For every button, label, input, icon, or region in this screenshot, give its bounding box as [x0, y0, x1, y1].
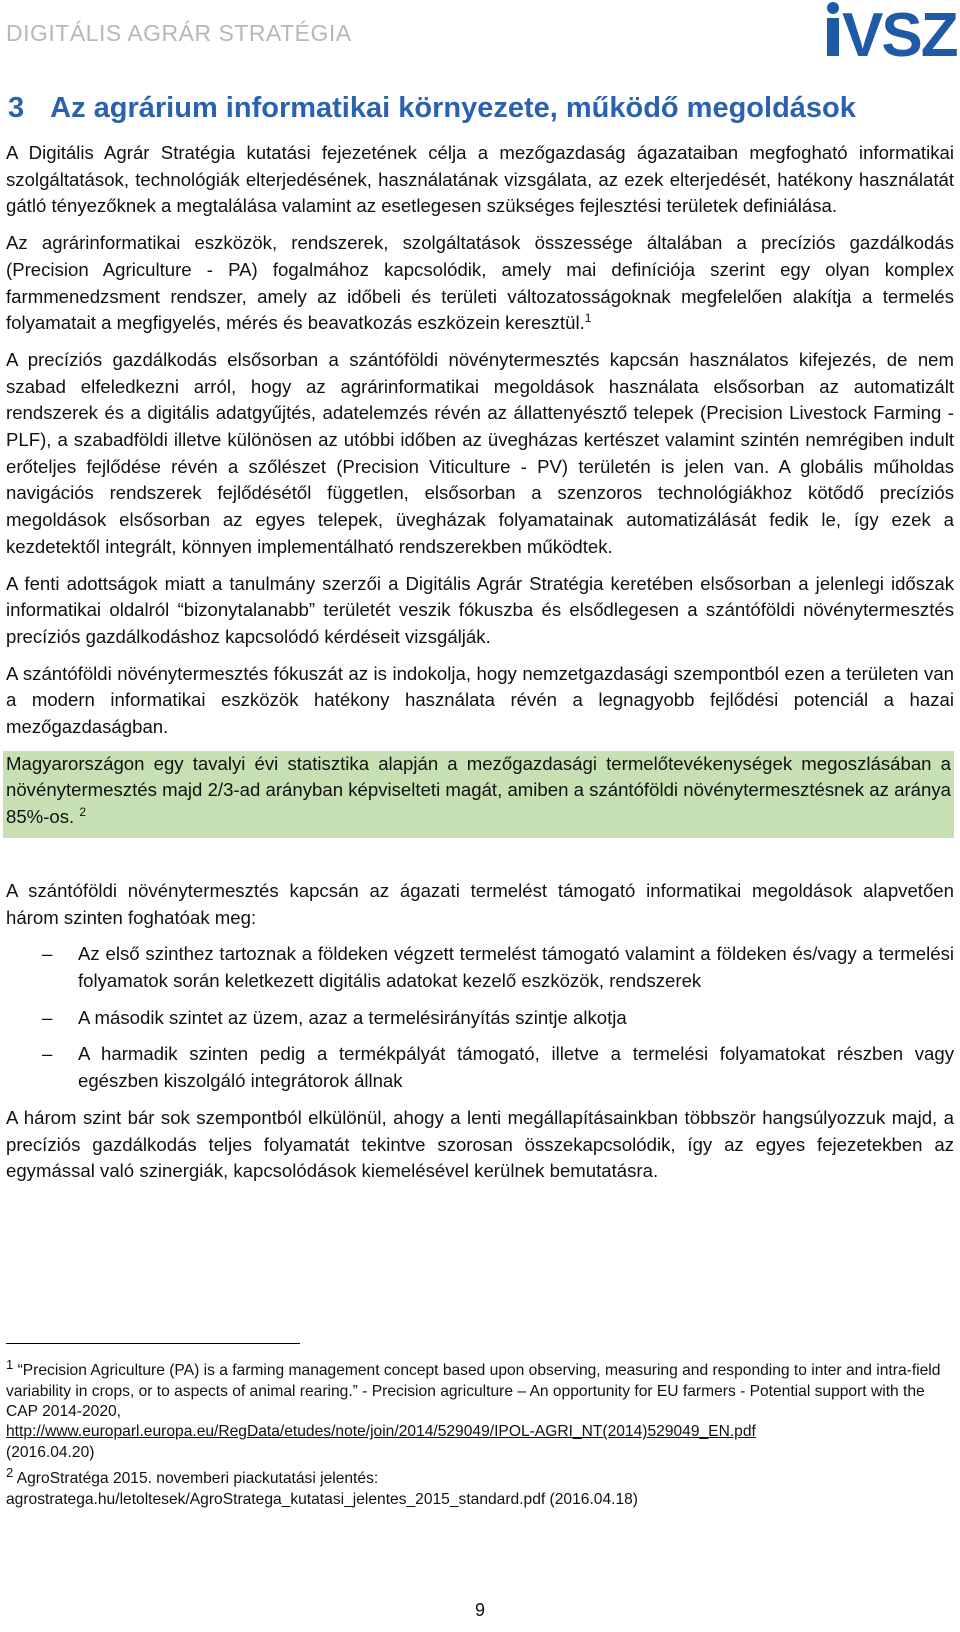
paragraph-conclusion: A három szint bár sok szempontból elkülönül, ahogy a lenti megállapításainkban többször hangsúlyozzuk majd, a precíziós gazdálkodás teljes folyamatát tekintve szorosan összekapcsolódik, így az egyes fejezetekben az egymással való szinergiák, kapcsolódások kiemelésével kerülnek bemutatásra.	[6, 1106, 954, 1182]
paragraph-definition-text: Az agrárinformatikai eszközök, rendszerek, szolgáltatások összessége általában a precíziós gazdálkodás (Precision Agriculture - PA) fogalmához kapcsolódik, amely mai definíciója szerint egy olyan komplex farmmenedzsment rendszer, amely az időbeli és területi változatosságoknak megfelelően alakítja a termelés folyamatait a megfigyelés, mérés és beavatkozás eszközein keresztül.	[6, 232, 954, 334]
paragraph-precision-farming: A precíziós gazdálkodás elsősorban a szántóföldi növénytermesztés kapcsán használatos kifejezés, de nem szabad elfeledkezni arról, hogy az agrárinformatikai megoldások használata elsősorban az automatizált rendszerek és a digitális adatgyűjtés, adatelemzés révén az állattenyésztő telepek (Precision Livestock Farming - PLF), a szabadföldi illetve különösen az utóbbi időben az üvegházas kertészet valamint szintén nemrégiben indult erőteljes fejlődése révén a szőlészet (Precision Viticulture - PV) területén is jelen van. A globális műholdas navigációs rendszerek fejlődésétől független, elsősorban a szenzoros technológiákhoz kötődő precíziós megoldások elsősorban az egyes telepek, üvegházak folyamatainak automatizálását fedik le, így ezek a kezdetektől integrált, könnyen implementálható rendszerekben működtek.	[6, 348, 954, 557]
footnote-2-link[interactable]: agrostratega.hu/letoltesek/AgroStratega_kutatasi_jelentes_2015_standard.pdf (2016.04.18)	[6, 1490, 638, 1508]
dash-marker: –	[42, 943, 53, 965]
footnote-2-text: AgroStratéga 2015. novemberi piackutatási jelentés:	[16, 1470, 379, 1488]
dash-marker: –	[42, 1006, 53, 1028]
list-item-text: A harmadik szinten pedig a termékpályát támogató, illetve a termelési folyamatokat részben vagy egészben kiszolgáló integrátorok állnak	[78, 1043, 954, 1092]
footnote-2	[6, 1463, 954, 1490]
footnote-ref-1[interactable]: 1	[584, 311, 592, 326]
footnote-1	[6, 1355, 954, 1422]
highlighted-statistic	[3, 751, 954, 838]
paragraph-levels-intro: A szántóföldi növénytermesztés kapcsán az ágazati termelést támogató informatikai megoldások alapvetően három szinten foghatóak meg:	[6, 879, 954, 928]
paragraph-motivation: A szántóföldi növénytermesztés fókuszát az is indokolja, hogy nemzetgazdasági szempontból ezen a területen van a modern informatikai eszközök hatékony használata révén a legnagyobb fejlődési potenciál a hazai mezőgazdaságban.	[6, 662, 954, 738]
footnote-ref-2[interactable]: 2	[79, 804, 87, 819]
footnote-1-link[interactable]: http://www.europarl.europa.eu/RegData/etudes/note/join/2014/529049/IPOL-AGRI_NT(2014)529049_EN.pdf	[6, 1423, 756, 1441]
list-item	[6, 941, 954, 994]
dash-marker: –	[42, 1043, 53, 1065]
list-item-text: Az első szinthez tartoznak a földeken végzett termelést támogató valamint a földeken és/vagy a termelési folyamatok során keletkezett digitális adatokat kezelő eszközök, rendszerek	[78, 943, 954, 991]
highlighted-statistic-text: Magyarországon egy tavalyi évi statisztika alapján a mezőgazdasági termelőtevékenységek megoszlásában a növénytermesztés majd 2/3-ad arányban képviselteti magát, amiben a szántóföldi növénytermesztésnek az aránya 85%-os.	[6, 752, 951, 828]
list-item-text: A második szintet az üzem, azaz a termelésirányítás szintje alkotja	[78, 1006, 627, 1028]
ivsz-logo	[824, 2, 958, 58]
list-item	[6, 1005, 954, 1032]
paragraph-focus: A fenti adottságok miatt a tanulmány szerzői a Digitális Agrár Stratégia keretében elsősorban a jelenlegi időszak informatikai oldalról “bizonytalanabb” területét veszik fókuszba és elsődlegesen a szántóföldi növénytermesztés precíziós gazdálkodáshoz kapcsolódó kérdéseit vizsgálják.	[6, 572, 954, 647]
paragraph-intro: A Digitális Agrár Stratégia kutatási fejezetének célja a mezőgazdaság ágazataiban megfogható informatikai szolgáltatások, technológiák elterjedésének, használatának vizsgálata, az ezek elterjedését, hatékony használatát gátló tényezőknek a megtalálása valamint az esetlegesen szükséges fejlesztési területek definiálása.	[6, 142, 954, 217]
section-number: 3	[8, 92, 25, 124]
logo-i-stem	[827, 18, 839, 56]
footnotes	[6, 1355, 954, 1510]
footnote-1-text: “Precision Agriculture (PA) is a farming management concept based upon observing, measuring and responding to inter and intra-field variability in crops, or to aspects of animal rearing.” - Precision agriculture – An opportunity for EU farmers - Potential support with the CAP 2014-2020,	[6, 1362, 941, 1420]
page-number: 9	[474, 1600, 485, 1620]
running-header: DIGITÁLIS AGRÁR STRATÉGIA	[6, 20, 352, 46]
list-item	[6, 1041, 954, 1094]
paragraph-definition	[6, 230, 954, 337]
levels-list	[6, 941, 954, 1095]
section-title: Az agrárium informatikai környezete, működő megoldások	[50, 92, 856, 124]
footnote-1-number: 1	[6, 1357, 14, 1372]
footnote-separator	[6, 1343, 300, 1344]
logo-wordmark: VSZ	[842, 2, 957, 58]
footnote-1-date: (2016.04.20)	[6, 1443, 95, 1461]
logo-dot	[827, 2, 839, 14]
section-heading	[8, 92, 856, 125]
footnote-2-number: 2	[6, 1465, 14, 1481]
main-content	[6, 140, 954, 1195]
